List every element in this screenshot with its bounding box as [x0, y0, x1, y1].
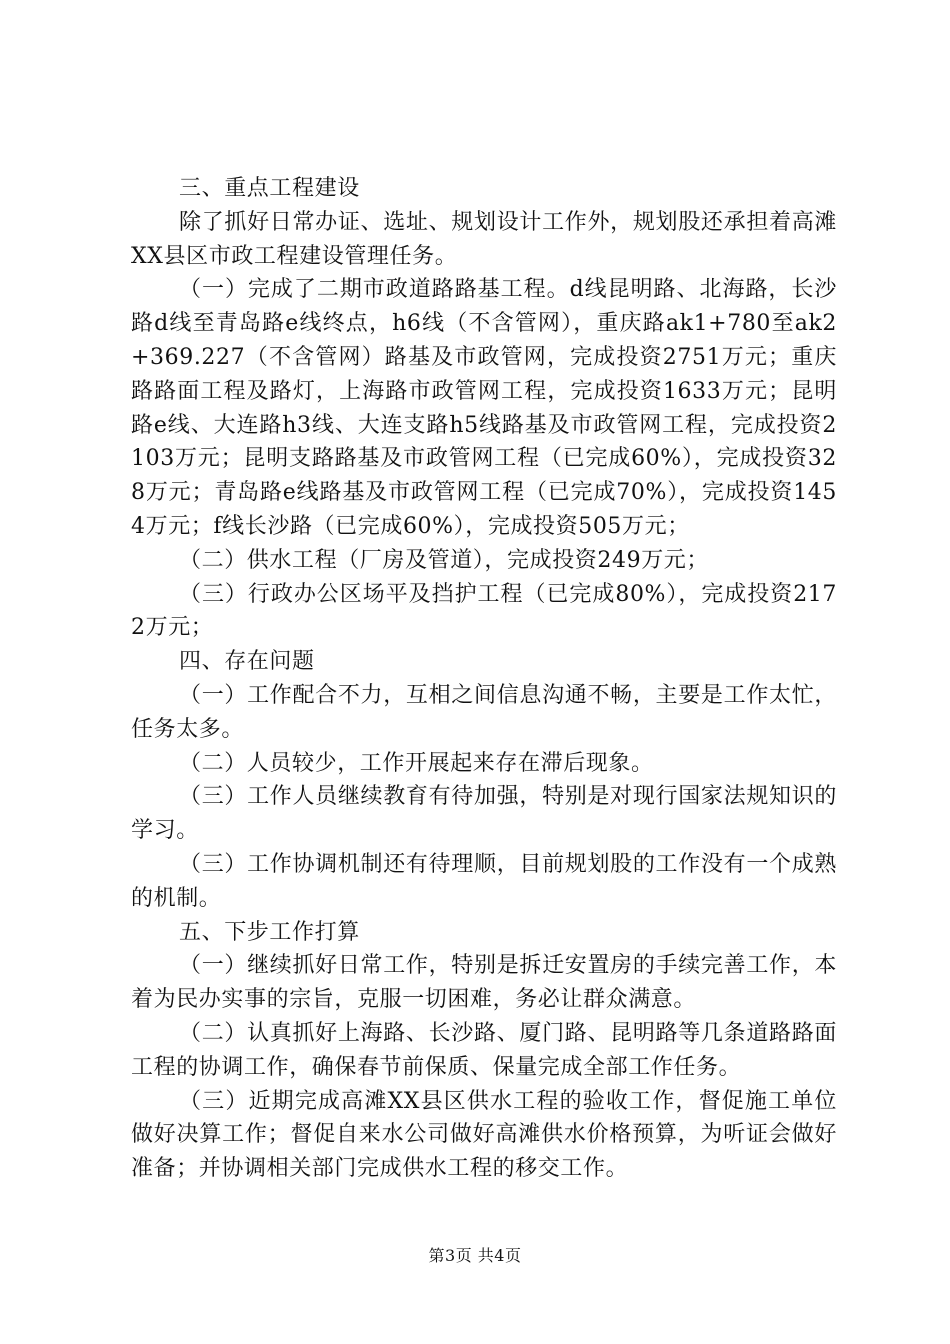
paragraph: （二）人员较少，工作开展起来存在滞后现象。 [179, 750, 654, 776]
paragraph: 除了抓好日常办证、选址、规划设计工作外，规划股还承担着高滩XX县区市政工程建设管理任务。 [131, 209, 837, 269]
document-body [131, 172, 837, 1186]
paragraph: （一）完成了二期市政道路路基工程。d线昆明路、北海路，长沙路d线至青岛路e线终点，h6线（不含管网），重庆路ak1+780至ak2+369.227（不含管网）路基及市政管网，完成投资2751万元；重庆路路面工程及路灯，上海路市政管网工程，完成投资1633万元；昆明路e线、大连路h3线、大连支路h5线路基及市政管网工程，完成投资2103万元；昆明支路路基及市政管网工程（已完成60%），完成投资328万元；青岛路e线路基及市政管网工程（已完成70%），完成投资1454万元；f线长沙路（已完成60%），完成投资505万元； [131, 277, 837, 539]
paragraph: （三）工作协调机制还有待理顺，目前规划股的工作没有一个成熟的机制。 [131, 851, 837, 911]
section-heading-next-steps: 五、下步工作打算 [179, 919, 360, 945]
paragraph: （一）工作配合不力，互相之间信息沟通不畅，主要是工作太忙，任务太多。 [131, 682, 837, 742]
section-heading-key-projects: 三、重点工程建设 [179, 176, 360, 201]
paragraph: （三）工作人员继续教育有待加强，特别是对现行国家法规知识的学习。 [131, 784, 837, 844]
paragraph: （三）近期完成高滩XX县区供水工程的验收工作，督促施工单位做好决算工作；督促自来水公司做好高滩供水价格预算，为听证会做好准备；并协调相关部门完成供水工程的移交工作。 [131, 1088, 837, 1182]
paragraph: （三）行政办公区场平及挡护工程（已完成80%），完成投资2172万元； [131, 581, 837, 641]
paragraph: （二）认真抓好上海路、长沙路、厦门路、昆明路等几条道路路面工程的协调工作，确保春节前保质、保量完成全部工作任务。 [131, 1020, 837, 1080]
paragraph: （一）继续抓好日常工作，特别是拆迁安置房的手续完善工作，本着为民办实事的宗旨，克服一切困难，务必让群众满意。 [131, 953, 837, 1013]
section-heading-problems: 四、存在问题 [179, 649, 315, 675]
page-number-footer: 第3页 共4页 [428, 1246, 522, 1265]
paragraph: （二）供水工程（厂房及管道），完成投资249万元； [179, 547, 709, 573]
